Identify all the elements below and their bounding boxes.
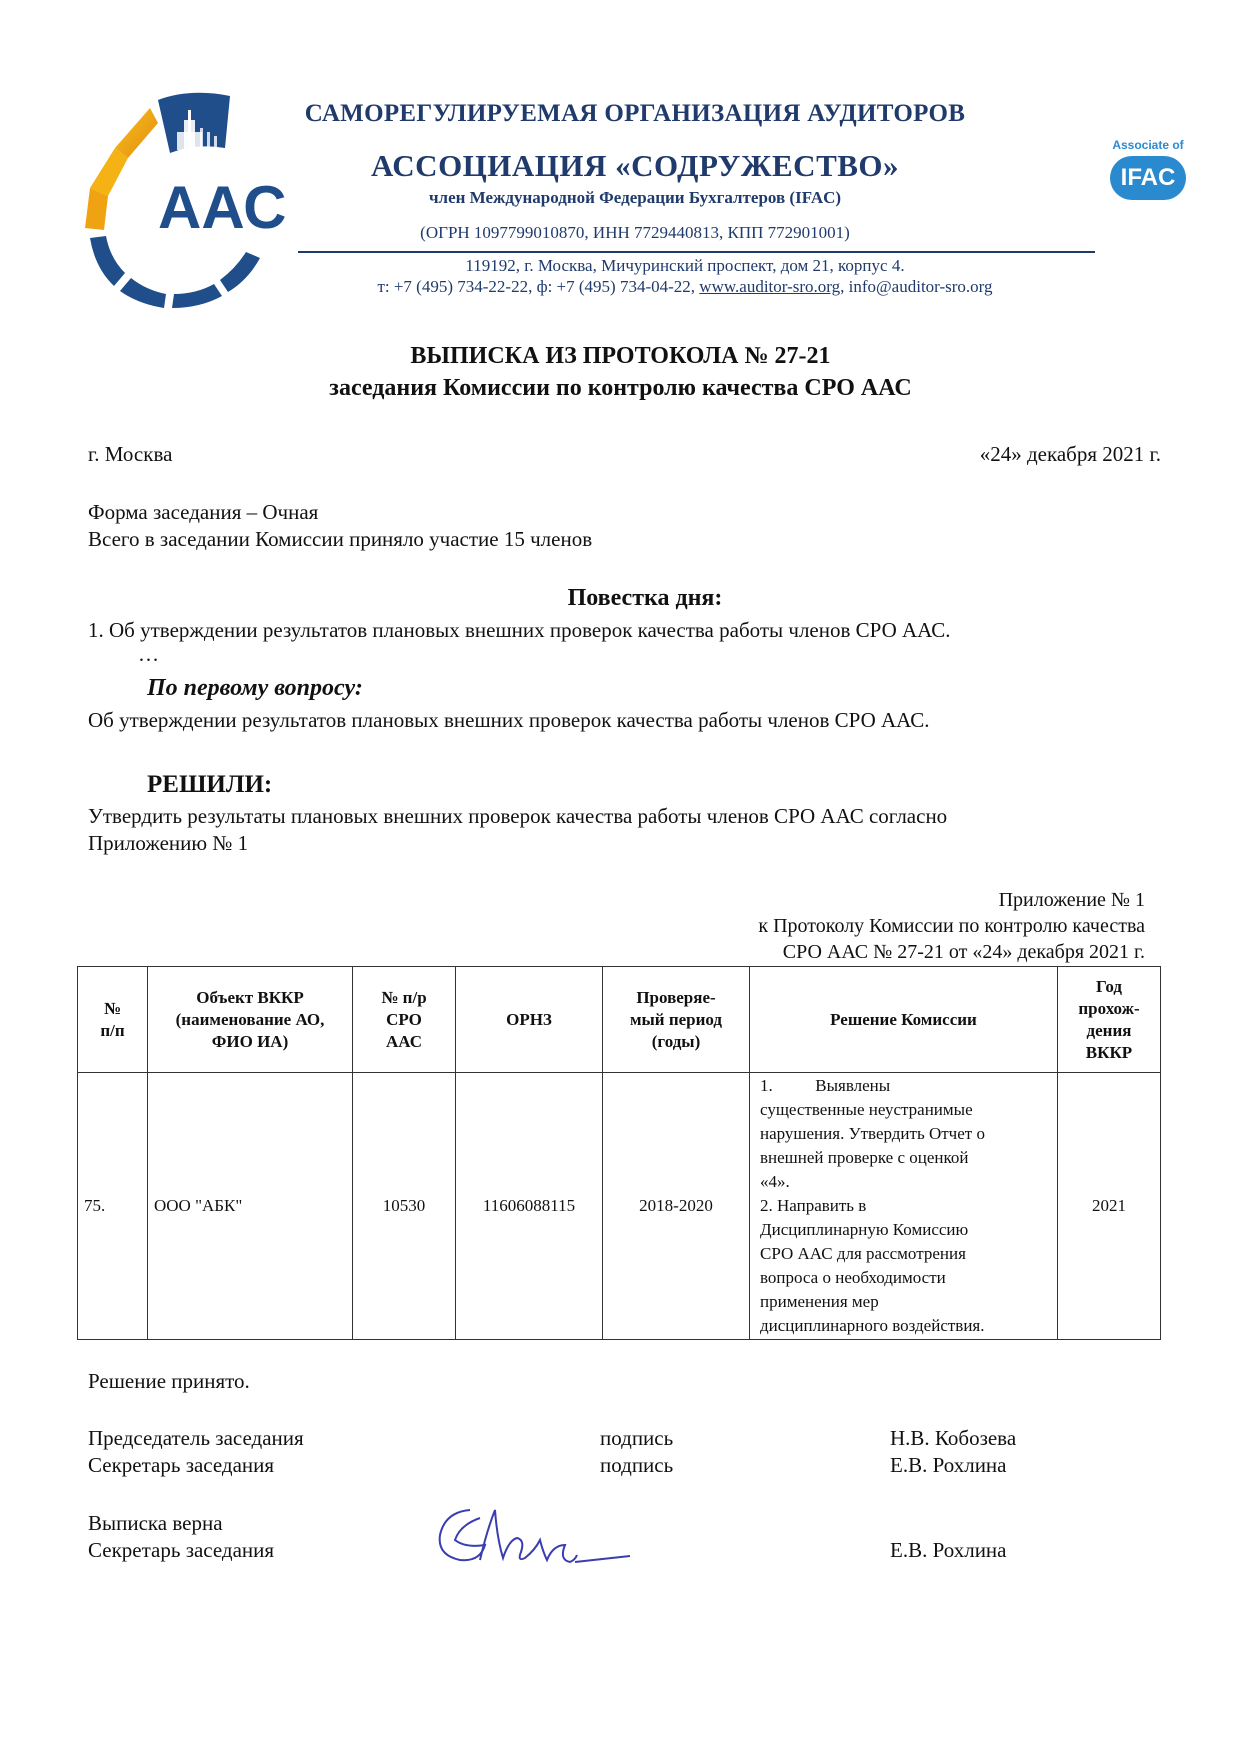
website-link[interactable]: www.auditor-sro.org: [699, 277, 841, 296]
cell-sro-no: 10530: [353, 1073, 456, 1340]
decision-taken: Решение принято.: [88, 1369, 250, 1393]
appendix-line2: к Протоколу Комиссии по контролю качества: [758, 915, 1145, 937]
resolved-heading: РЕШИЛИ:: [147, 771, 273, 798]
agenda-heading: Повестка дня:: [567, 585, 723, 611]
extract-true: Выписка верна: [88, 1511, 223, 1535]
secretary-signature: подпись: [600, 1453, 674, 1477]
contacts-email: , info@auditor-sro.org: [840, 277, 993, 296]
first-question-heading: По первому вопросу:: [147, 675, 363, 701]
org-name: САМОРЕГУЛИРУЕМАЯ ОРГАНИЗАЦИЯ АУДИТОРОВ: [304, 100, 966, 127]
registration-numbers: (ОГРН 1097799010870, ИНН 7729440813, КПП 772901001): [420, 223, 850, 242]
address: 119192, г. Москва, Мичуринский проспект, дом 21, корпус 4.: [465, 256, 905, 275]
ifac-logo: [1108, 138, 1188, 208]
ifac-badge: IFAC: [1110, 156, 1186, 200]
ifac-membership: член Международной Федерации Бухгалтеров (IFAC): [428, 188, 842, 207]
meeting-form: Форма заседания – Очная: [88, 500, 319, 524]
chair-role: Председатель заседания: [88, 1426, 304, 1450]
participants-count: Всего в заседании Комиссии приняло участие 15 членов: [88, 527, 593, 551]
resolved-text-line1: Утвердить результаты плановых внешних проверок качества работы членов СРО ААС согласно: [88, 804, 948, 828]
col-header-num: № п/п: [78, 967, 148, 1073]
cell-num: 75.: [78, 1073, 148, 1340]
cell-period: 2018-2020: [603, 1073, 750, 1340]
cell-year: 2021: [1058, 1073, 1161, 1340]
col-header-period: Проверяе- мый период (годы): [603, 967, 750, 1073]
aac-logo-graphic: [80, 88, 300, 308]
table-header-row: [78, 967, 1161, 1073]
aac-logo: [80, 88, 300, 308]
results-table: [77, 966, 1161, 1340]
ifac-associate-label: Associate of: [1112, 138, 1184, 152]
document-title: ВЫПИСКА ИЗ ПРОТОКОЛА № 27-21: [410, 343, 831, 369]
secretary-name: Е.В. Рохлина: [890, 1453, 1007, 1477]
handwritten-signature: [425, 1490, 645, 1590]
contacts-phones: т: +7 (495) 734-22-22, ф: +7 (495) 734-04-22,: [377, 277, 700, 296]
association-name: АССОЦИАЦИЯ «СОДРУЖЕСТВО»: [370, 148, 900, 183]
resolved-text-line2: Приложению № 1: [88, 831, 249, 855]
col-header-year: Год прохож- дения ВККР: [1058, 967, 1161, 1073]
col-header-sro-no: № п/р СРО ААС: [353, 967, 456, 1073]
contacts: [285, 277, 1085, 297]
table-row: [78, 1073, 1161, 1340]
secretary-role: Секретарь заседания: [88, 1453, 275, 1477]
place: г. Москва: [88, 442, 173, 466]
aac-logo-text: ААС: [158, 174, 287, 241]
first-question-text: Об утверждении результатов плановых внешних проверок качества работы членов СРО ААС.: [88, 708, 930, 732]
col-header-object: Объект ВККР (наименование АО, ФИО ИА): [148, 967, 353, 1073]
col-header-ornz: ОРНЗ: [456, 967, 603, 1073]
header-divider: [298, 251, 1095, 253]
agenda-item: 1. Об утверждении результатов плановых внешних проверок качества работы членов СРО ААС.: [88, 618, 951, 642]
extract-secretary-name: Е.В. Рохлина: [890, 1538, 1007, 1562]
extract-secretary-role: Секретарь заседания: [88, 1538, 275, 1562]
chair-signature: подпись: [600, 1426, 674, 1450]
agenda-ellipsis: …: [138, 642, 159, 666]
cell-decision: 1. Выявлены существенные неустранимые нарушения. Утвердить Отчет о внешней проверке с оценкой «4». 2. Направить в Дисциплинарную Комиссию СРО ААС для рассмотрения вопроса о необходимости применения мер дисциплинарного воздействия.: [750, 1073, 1058, 1340]
cell-object: ООО "АБК": [148, 1073, 353, 1340]
cell-ornz: 11606088115: [456, 1073, 603, 1340]
chair-name: Н.В. Кобозева: [890, 1426, 1017, 1450]
col-header-decision: Решение Комиссии: [750, 967, 1058, 1073]
appendix-line3: СРО ААС № 27-21 от «24» декабря 2021 г.: [782, 941, 1145, 963]
appendix-line1: Приложение № 1: [998, 889, 1145, 911]
document-date: «24» декабря 2021 г.: [979, 442, 1161, 466]
document-subtitle: заседания Комиссии по контролю качества СРО ААС: [329, 375, 912, 401]
